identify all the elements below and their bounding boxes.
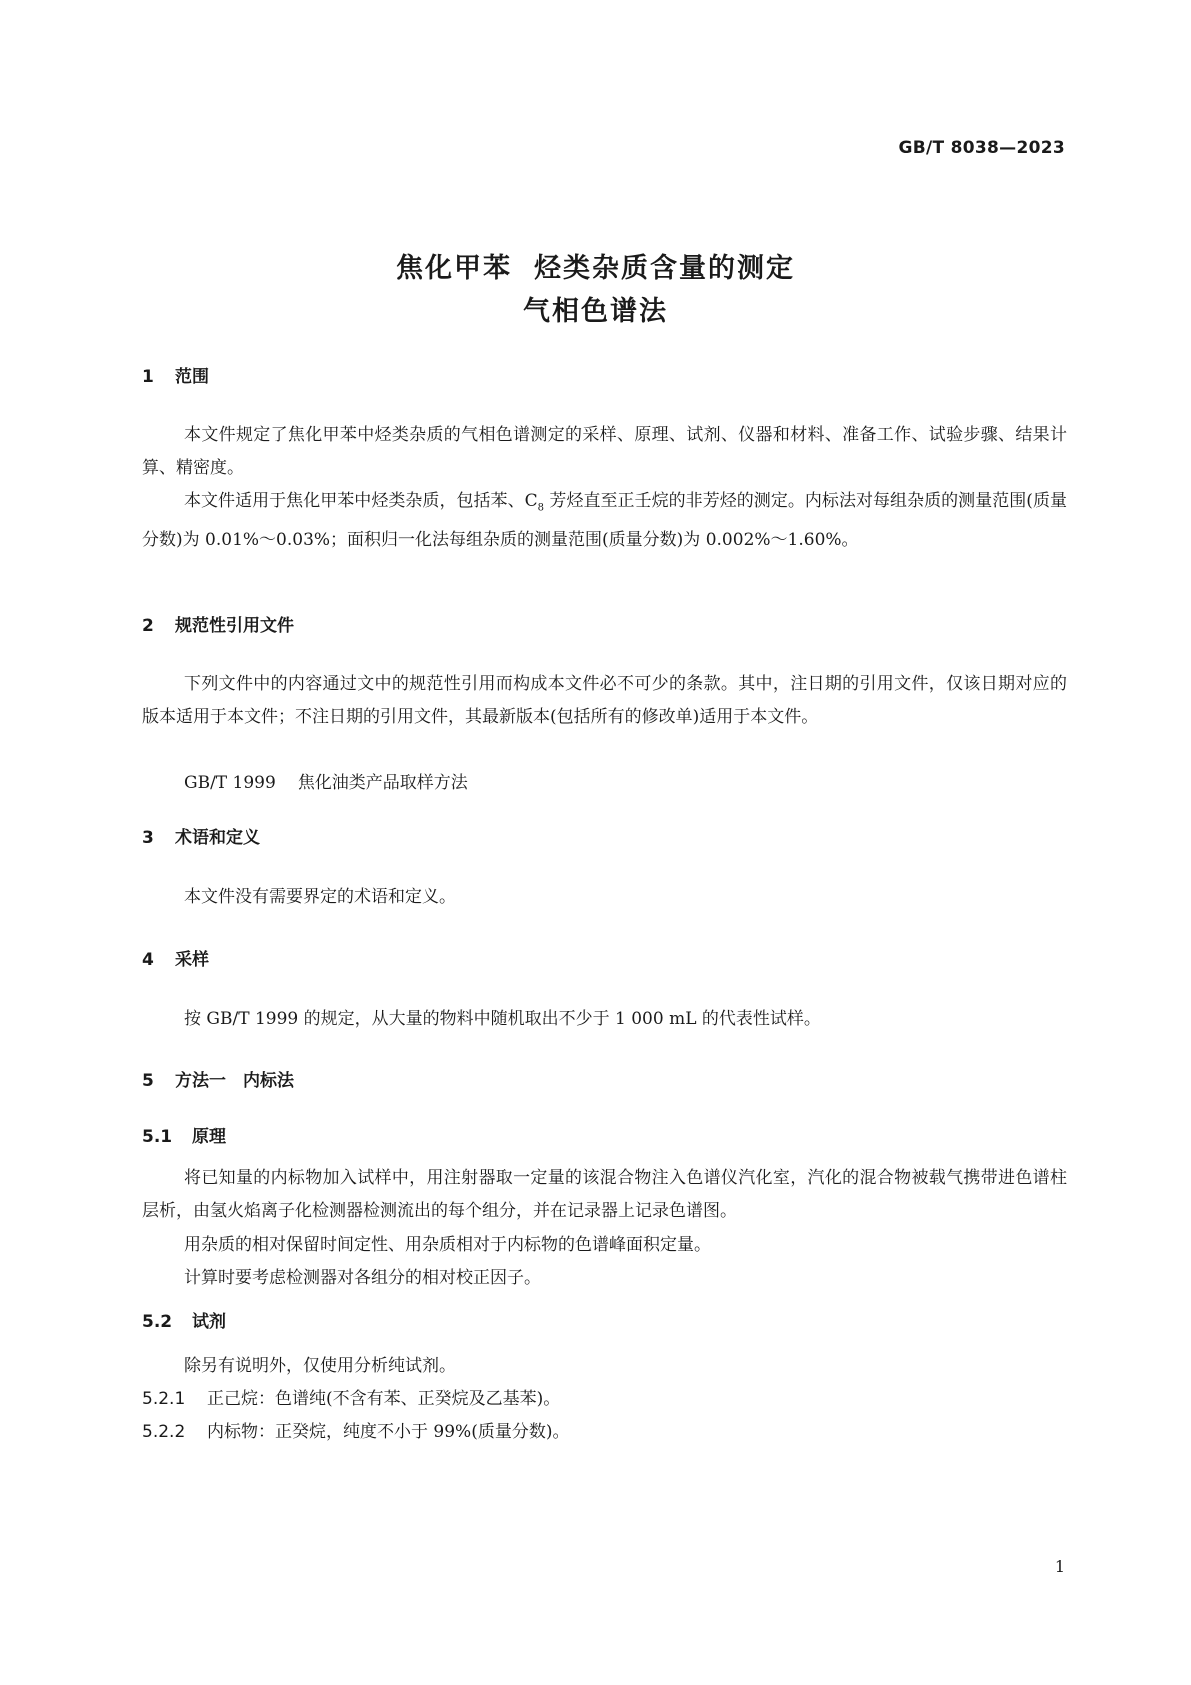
section-5-1-paragraph-2: 用杂质的相对保留时间定性、用杂质相对于内标物的色谱峰面积定量。 <box>184 1235 711 1255</box>
clause-5-2-2 <box>142 1417 569 1442</box>
section-title: 采样 <box>175 950 209 970</box>
section-2-heading <box>142 611 294 636</box>
section-1-heading <box>142 362 209 387</box>
section-number: 4 <box>142 950 154 970</box>
document-title-line1 <box>0 246 1191 285</box>
section-5-1-heading <box>142 1122 226 1147</box>
reference-code: GB/T 1999 <box>184 773 276 793</box>
section-5-heading <box>142 1066 294 1091</box>
clause-number: 5.2.2 <box>142 1422 186 1442</box>
section-5-2-paragraph-1: 除另有说明外，仅使用分析纯试剂。 <box>184 1356 456 1376</box>
section-2-paragraph-1: 下列文件中的内容通过文中的规范性引用而构成本文件必不可少的条款。其中，注日期的引用文件，仅该日期对应的版本适用于本文件；不注日期的引用文件，其最新版本(包括所有的修改单)适用于本文件。 <box>142 674 1067 727</box>
document-title-line2: 气相色谱法 <box>523 296 668 327</box>
section-title: 原理 <box>192 1127 226 1147</box>
section-5-1-paragraph-1: 将已知量的内标物加入试样中，用注射器取一定量的该混合物注入色谱仪汽化室，汽化的混合物被载气携带进色谱柱层析，由氢火焰离子化检测器检测流出的每个组分，并在记录器上记录色谱图。 <box>142 1168 1067 1221</box>
section-title: 术语和定义 <box>175 828 260 848</box>
section-1-paragraph-2: 本文件适用于焦化甲苯中烃类杂质，包括苯、$C_8$ 芳烃直至正壬烷的非芳烃的测定。内标法对每组杂质的测量范围(质量分数)为 0.01%～0.03%；面积归一化法每组杂质的测量范围(质量分数)为 0.002%～1.60%。 <box>142 491 1067 551</box>
clause-text: 内标物：正癸烷，纯度不小于 99%(质量分数)。 <box>207 1422 570 1442</box>
section-number: 2 <box>142 616 154 636</box>
title-main: 焦化甲苯 <box>396 253 512 284</box>
page-number: 1 <box>1054 1557 1065 1576</box>
section-number: 5.1 <box>142 1127 173 1147</box>
section-title: 范围 <box>175 367 209 387</box>
clause-number: 5.2.1 <box>142 1389 186 1409</box>
section-1-paragraph-1: 本文件规定了焦化甲苯中烃类杂质的气相色谱测定的采样、原理、试剂、仪器和材料、准备工作、试验步骤、结果计算、精密度。 <box>142 425 1067 478</box>
section-title: 方法一 内标法 <box>175 1071 294 1091</box>
reference-entry <box>142 768 1067 793</box>
clause-text: 正己烷：色谱纯(不含有苯、正癸烷及乙基苯)。 <box>207 1389 561 1409</box>
section-number: 3 <box>142 828 154 848</box>
section-title: 规范性引用文件 <box>175 616 294 636</box>
section-4-heading <box>142 945 209 970</box>
section-number: 1 <box>142 367 154 387</box>
standard-code: GB/T 8038—2023 <box>898 138 1065 158</box>
section-5-1-paragraph-3: 计算时要考虑检测器对各组分的相对校正因子。 <box>184 1268 541 1288</box>
section-5-2-heading <box>142 1307 226 1332</box>
section-4-paragraph-1: 按 GB/T 1999 的规定，从大量的物料中随机取出不少于 1 000 mL 的代表性试样。 <box>184 1009 821 1029</box>
section-3-paragraph-1: 本文件没有需要界定的术语和定义。 <box>184 887 456 907</box>
section-title: 试剂 <box>192 1312 226 1332</box>
section-3-heading <box>142 823 260 848</box>
clause-5-2-1 <box>142 1384 560 1409</box>
title-sub: 烃类杂质含量的测定 <box>534 253 795 284</box>
reference-title: 焦化油类产品取样方法 <box>297 773 468 793</box>
section-number: 5 <box>142 1071 154 1091</box>
section-number: 5.2 <box>142 1312 173 1332</box>
